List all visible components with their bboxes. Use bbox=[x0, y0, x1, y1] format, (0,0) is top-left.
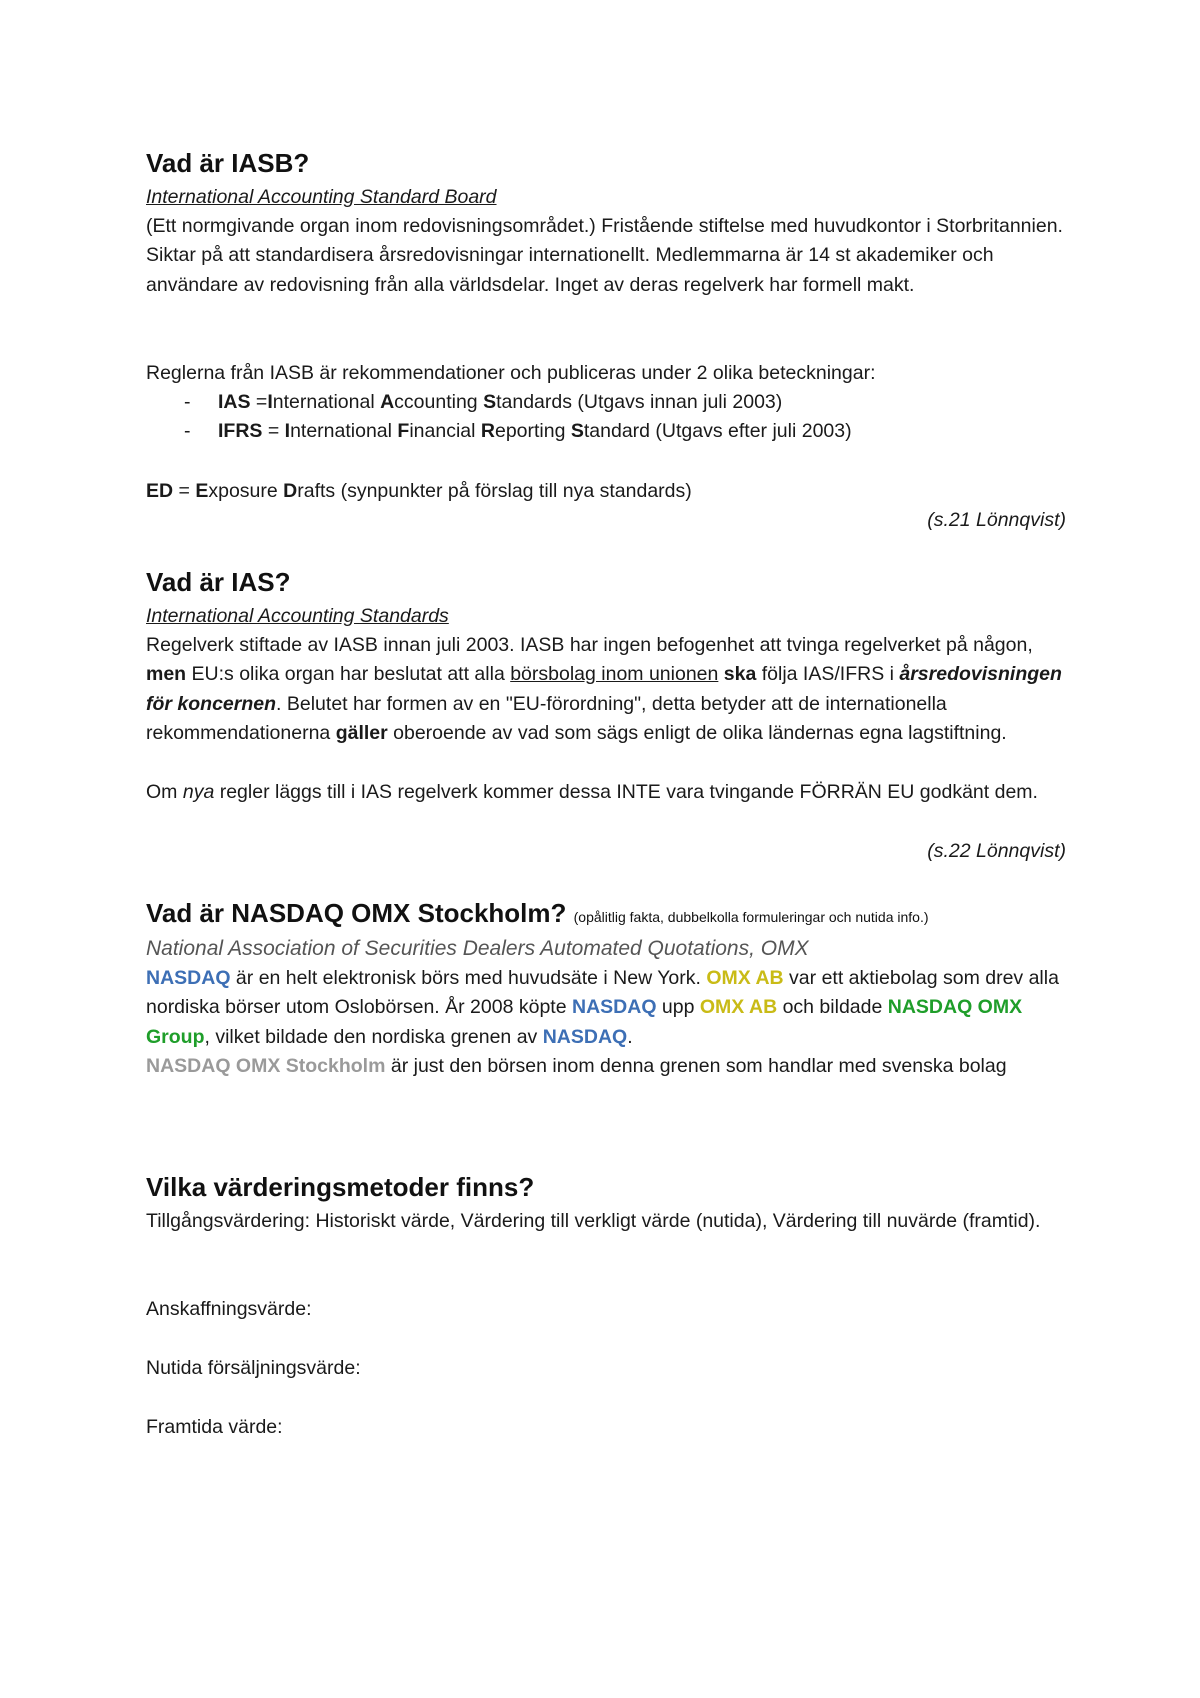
list-item-ifrs: - IFRS = International Financial Reporting Standard (Utgavs efter juli 2003) bbox=[146, 417, 1066, 446]
reference-s21: (s.21 Lönnqvist) bbox=[927, 509, 1066, 531]
list-item-ias: - IAS =International Accounting Standards (Utgavs innan juli 2003) bbox=[146, 388, 1066, 417]
subtitle-nasdaq: National Association of Securities Dealers Automated Quotations, OMX bbox=[146, 937, 809, 960]
heading-nasdaq: Vad är NASDAQ OMX Stockholm? (opålitlig fakta, dubbelkolla formuleringar och nutida info.) bbox=[146, 898, 929, 928]
rules-intro: Reglerna från IASB är rekommendationer och publiceras under 2 olika beteckningar: bbox=[146, 362, 876, 384]
current-sales-value-label: Nutida försäljningsvärde: bbox=[146, 1357, 361, 1379]
reference-s22: (s.22 Lönnqvist) bbox=[927, 840, 1066, 862]
ias-description: Regelverk stiftade av IASB innan juli 2003. IASB har ingen befogenhet att tvinga regelverket på någon, men EU:s olika organ har beslutat att alla börsbolag inom unionen ska följa IAS/IFRS i årsredovisningen för koncernen. Belutet har formen av en "EU-förordning", detta betyder att de internationella rekommendationerna gäller oberoende av vad som sägs enligt de olika ländernas egna lagstiftning. bbox=[146, 634, 1062, 745]
nasdaq-description: NASDAQ är en helt elektronisk börs med huvudsäte i New York. OMX AB var ett aktiebolag som drev alla nordiska börser utom Oslobörsen. År 2008 köpte NASDAQ upp OMX AB och bildade NASDAQ OMX Group, vilket bildade den nordiska grenen av NASDAQ. NASDAQ OMX Stockholm är just den börsen inom denna grenen som handlar med svenska bolag bbox=[146, 967, 1059, 1078]
acquisition-value-label: Anskaffningsvärde: bbox=[146, 1298, 312, 1320]
iasb-description: (Ett normgivande organ inom redovisningsområdet.) Fristående stiftelse med huvudkontor i Storbritannien. Siktar på att standardisera årsredovisningar internationellt. Medlemmarna är 14 st akademiker och användare av redovisning från alla världsdelar. Inget av deras regelverk har formell makt. bbox=[146, 215, 1063, 296]
subtitle-ias: International Accounting Standards bbox=[146, 605, 449, 627]
subtitle-iasb: International Accounting Standard Board bbox=[146, 186, 497, 208]
valuation-description: Tillgångsvärdering: Historiskt värde, Värdering till verkligt värde (nutida), Värdering till nuvärde (framtid). bbox=[146, 1210, 1041, 1232]
future-value-label: Framtida värde: bbox=[146, 1416, 283, 1438]
heading-valuation: Vilka värderingsmetoder finns? bbox=[146, 1172, 535, 1202]
standards-list bbox=[146, 388, 1066, 447]
heading-ias: Vad är IAS? bbox=[146, 567, 291, 597]
heading-iasb: Vad är IASB? bbox=[146, 148, 310, 178]
ed-definition: ED = Exposure Drafts (synpunkter på förslag till nya standards) bbox=[146, 480, 692, 502]
ias-new-rules: Om nya regler läggs till i IAS regelverk kommer dessa INTE vara tvingande FÖRRÄN EU godkänt dem. bbox=[146, 781, 1038, 803]
